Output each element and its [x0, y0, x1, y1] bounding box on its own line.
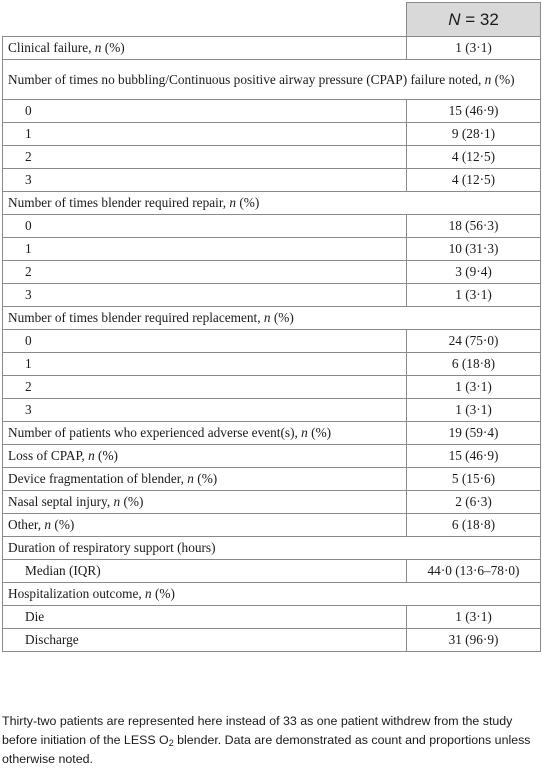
row-label: 1	[25, 356, 32, 371]
table-row	[3, 445, 541, 468]
sub-row	[3, 169, 541, 192]
table-footnote	[2, 712, 538, 769]
row-label: 3	[25, 172, 32, 187]
n-symbol: n	[263, 310, 271, 325]
row-label-cell	[3, 422, 407, 445]
row-label-cell	[3, 60, 541, 100]
row-label-cell	[3, 606, 407, 629]
row-value: 44·0 (13·6–78·0)	[407, 560, 541, 583]
row-label: 1	[25, 241, 32, 256]
sub-row	[3, 284, 541, 307]
row-label-cell	[3, 146, 407, 169]
row-value: 1 (3·1)	[407, 399, 541, 422]
section-row	[3, 583, 541, 606]
row-label-cell	[3, 238, 407, 261]
sub-row	[3, 353, 541, 376]
row-label: Hospitalization outcome,	[8, 586, 146, 601]
row-value: 31 (96·9)	[407, 629, 541, 652]
footnote-text-1: Thirty-two patients are represented here instead of 33 as one patient withdrew from the study before initiation of the LESS O	[2, 714, 513, 747]
sub-row	[3, 330, 541, 353]
row-value: 6 (18·8)	[407, 353, 541, 376]
sub-row	[3, 399, 541, 422]
row-label: Median (IQR)	[25, 563, 101, 578]
row-unit: (%)	[155, 586, 175, 601]
footnote-subscript: 2	[168, 738, 174, 748]
row-label: Number of times blender required replacement,	[8, 310, 264, 325]
row-label-cell	[3, 560, 407, 583]
row-label: 2	[25, 264, 32, 279]
row-value: 1 (3·1)	[407, 606, 541, 629]
row-label: Loss of CPAP,	[8, 448, 89, 463]
sub-row	[3, 100, 541, 123]
row-value: 5 (15·6)	[407, 468, 541, 491]
n-symbol: n	[301, 425, 308, 440]
section-row	[3, 192, 541, 215]
footnote-text-2: blender. Data are demonstrated as count and proportions unless otherwise noted.	[2, 733, 531, 766]
row-label: 0	[25, 333, 32, 348]
row-label-cell	[3, 468, 407, 491]
table-row	[3, 37, 541, 60]
row-label-cell	[3, 261, 407, 284]
row-unit: (%)	[494, 71, 515, 87]
header-n-italic: N	[448, 9, 461, 29]
row-label-cell	[3, 307, 541, 330]
header-row	[3, 3, 541, 37]
results-table	[2, 2, 541, 652]
row-label-cell	[3, 629, 407, 652]
table-row	[3, 422, 541, 445]
row-unit: (%)	[239, 195, 260, 210]
sub-row	[3, 261, 541, 284]
row-label-cell	[3, 169, 407, 192]
row-label-cell	[3, 123, 407, 146]
sub-row	[3, 560, 541, 583]
row-label: Duration of respiratory support (hours)	[8, 540, 216, 555]
row-label-cell	[3, 192, 541, 215]
header-n-cell	[407, 3, 541, 37]
row-value: 4 (12·5)	[407, 169, 541, 192]
sub-row	[3, 146, 541, 169]
row-label-cell	[3, 583, 541, 606]
row-label: Number of times no bubbling/Continuous positive airway pressure (CPAP) failure noted,	[8, 71, 485, 87]
row-value: 4 (12·5)	[407, 146, 541, 169]
row-label-cell	[3, 537, 541, 560]
row-unit: (%)	[273, 310, 294, 325]
row-label: Other,	[8, 517, 45, 532]
row-value: 19 (59·4)	[407, 422, 541, 445]
row-value: 1 (3·1)	[407, 284, 541, 307]
row-value: 1 (3·1)	[407, 37, 541, 60]
row-label: 0	[25, 103, 32, 118]
row-label-cell	[3, 491, 407, 514]
header-n-value: = 32	[460, 9, 499, 29]
row-value: 15 (46·9)	[407, 445, 541, 468]
table-row	[3, 468, 541, 491]
sub-row	[3, 376, 541, 399]
n-symbol: n	[88, 448, 95, 463]
row-label: Number of times blender required repair,	[8, 195, 230, 210]
table-row	[3, 514, 541, 537]
row-unit: (%)	[123, 494, 144, 509]
row-label: 0	[25, 218, 32, 233]
row-value: 6 (18·8)	[407, 514, 541, 537]
row-unit: (%)	[54, 517, 75, 532]
row-label-cell	[3, 376, 407, 399]
row-value: 18 (56·3)	[407, 215, 541, 238]
row-label: 3	[25, 287, 32, 302]
row-value: 1 (3·1)	[407, 376, 541, 399]
n-symbol: n	[229, 195, 237, 210]
row-label: Die	[25, 609, 45, 624]
row-label: 1	[25, 126, 32, 141]
row-label-cell	[3, 445, 407, 468]
row-label-cell	[3, 353, 407, 376]
row-label-cell	[3, 100, 407, 123]
row-value: 10 (31·3)	[407, 238, 541, 261]
row-unit: (%)	[104, 40, 125, 55]
sub-row	[3, 629, 541, 652]
row-label-cell	[3, 37, 407, 60]
n-symbol: n	[484, 71, 492, 87]
row-value: 15 (46·9)	[407, 100, 541, 123]
row-label-cell	[3, 399, 407, 422]
row-label-cell	[3, 284, 407, 307]
sub-row	[3, 123, 541, 146]
n-symbol: n	[187, 471, 194, 486]
row-label: Discharge	[25, 632, 79, 647]
row-value: 3 (9·4)	[407, 261, 541, 284]
row-label-cell	[3, 514, 407, 537]
row-unit: (%)	[197, 471, 218, 486]
n-symbol: n	[113, 494, 121, 509]
sub-row	[3, 238, 541, 261]
sub-row	[3, 606, 541, 629]
row-label: Clinical failure,	[8, 40, 95, 55]
sub-row	[3, 215, 541, 238]
row-label: Device fragmentation of blender,	[8, 471, 188, 486]
header-blank-cell	[3, 3, 407, 37]
row-label: Nasal septal injury,	[8, 494, 114, 509]
row-unit: (%)	[98, 448, 118, 463]
row-label-cell	[3, 330, 407, 353]
row-value: 24 (75·0)	[407, 330, 541, 353]
row-unit: (%)	[311, 425, 332, 440]
section-row	[3, 60, 541, 100]
table-row	[3, 491, 541, 514]
n-symbol: n	[145, 586, 152, 601]
row-label: 3	[25, 402, 32, 417]
section-row	[3, 537, 541, 560]
row-label: Number of patients who experienced adverse event(s),	[8, 425, 302, 440]
n-symbol: n	[44, 517, 52, 532]
row-value: 2 (6·3)	[407, 491, 541, 514]
n-symbol: n	[94, 40, 102, 55]
row-label-cell	[3, 215, 407, 238]
section-row	[3, 307, 541, 330]
table-body	[3, 37, 541, 652]
row-label: 2	[25, 379, 32, 394]
row-label: 2	[25, 149, 32, 164]
row-value: 9 (28·1)	[407, 123, 541, 146]
